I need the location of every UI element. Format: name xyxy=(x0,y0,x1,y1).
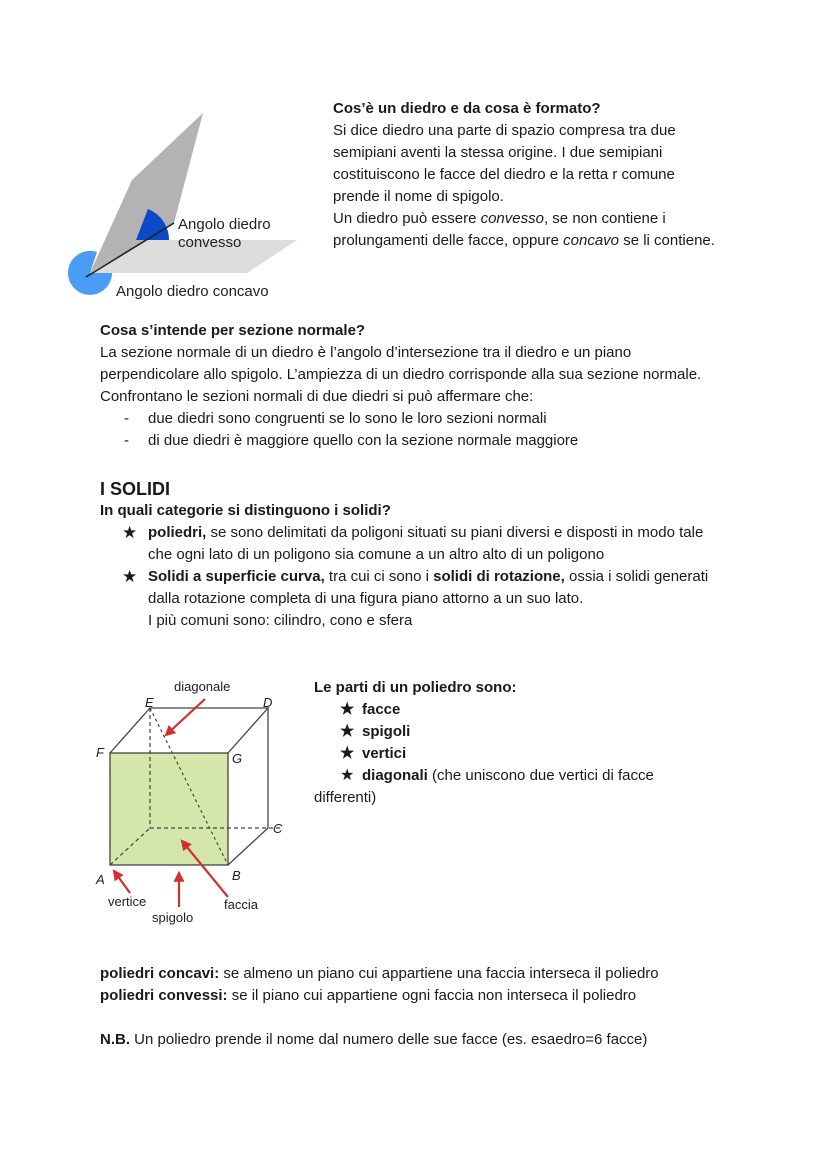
item2-bold: Solidi a superficie curva, xyxy=(148,568,325,585)
star-marker: ★ xyxy=(340,745,355,762)
star-marker: ★ xyxy=(122,567,138,586)
item1-bold: poliedri, xyxy=(148,524,207,541)
p2-convex: convesso xyxy=(480,210,544,227)
p2-concave: concavo xyxy=(563,232,620,249)
label-faccia: faccia xyxy=(224,897,258,912)
solids-block xyxy=(100,478,720,632)
item1-text: se sono delimitati da poligoni situati su piani diversi e disposti in modo tale che ogni lato di un poligono sia comune a un altro alto di un poligono xyxy=(148,524,704,563)
dihedral-question: Cos’è un diedro e da cosa è formato? xyxy=(333,100,601,117)
dihedral-paragraph2 xyxy=(333,208,723,252)
part-diagonali-line xyxy=(314,765,714,809)
label-convex-line2: convesso xyxy=(178,234,242,251)
part-vertici: vertici xyxy=(362,745,407,762)
list-item xyxy=(100,408,710,430)
label-convex-line1: Angolo diedro xyxy=(178,216,271,233)
list-item xyxy=(314,721,714,743)
star-marker: ★ xyxy=(340,701,355,718)
part-diagonali-bold: diagonali xyxy=(362,767,428,784)
list-item xyxy=(100,522,720,566)
item2-text1: tra cui ci sono i xyxy=(324,568,434,585)
note-block xyxy=(100,1029,740,1051)
item2-text2: ossia i solidi generati dalla rotazione completa di una figura piano attorno a un suo lato. xyxy=(148,568,709,607)
vertex-c-label: C xyxy=(273,821,283,836)
convex-definition xyxy=(100,985,740,1007)
convex-bold: poliedri convessi: xyxy=(100,987,228,1004)
list-item xyxy=(314,743,714,765)
normal-section-question: Cosa s’intende per sezione normale? xyxy=(100,322,366,339)
label-concave: Angolo diedro concavo xyxy=(116,283,269,300)
label-vertice: vertice xyxy=(108,894,147,909)
p2-end: se li contiene. xyxy=(619,232,715,249)
normal-section-bullets xyxy=(100,408,710,452)
note-text: Un poliedro prende il nome dal numero delle sue facce (es. esaedro=6 facce) xyxy=(130,1031,648,1048)
star-marker: ★ xyxy=(122,523,138,542)
polyhedron-parts-list xyxy=(314,699,714,765)
solids-list xyxy=(100,522,720,632)
concave-text: se almeno un piano cui appartiene una faccia interseca il poliedro xyxy=(219,965,659,982)
star-marker: ★ xyxy=(340,723,355,740)
solids-question: In quali categorie si distinguono i solidi? xyxy=(100,502,391,519)
list-item xyxy=(100,566,720,632)
solids-title: I SOLIDI xyxy=(100,479,171,499)
normal-section-block xyxy=(100,320,710,452)
concave-convex-block xyxy=(100,963,740,1007)
p2-middle: , se non contiene i prolungamenti delle facce, oppure xyxy=(333,210,666,249)
vertex-f-label: F xyxy=(96,745,104,760)
star-marker: ★ xyxy=(340,767,355,784)
note-line xyxy=(100,1029,740,1051)
convex-text: se il piano cui appartiene ogni faccia non interseca il poliedro xyxy=(227,987,637,1004)
polyhedron-parts-title: Le parti di un poliedro sono: xyxy=(314,679,517,696)
vertex-g-label: G xyxy=(232,751,243,766)
part-facce: facce xyxy=(362,701,401,718)
bullet-text: di due diedri è maggiore quello con la sezione normale maggiore xyxy=(148,432,579,449)
part-spigoli: spigoli xyxy=(362,723,411,740)
vertex-d-label: D xyxy=(263,695,273,710)
dihedral-paragraph1: Si dice diedro una parte di spazio compresa tra due semipiani aventi la stessa origine. I due semipiani costituiscono le facce del diedro e la retta r comune prende il nome di spigolo. xyxy=(333,122,676,205)
label-diagonale: diagonale xyxy=(174,679,231,694)
note-bold: N.B. xyxy=(100,1031,130,1048)
label-spigolo: spigolo xyxy=(152,910,194,925)
dash-marker: - xyxy=(124,432,129,449)
cube-figure xyxy=(92,675,302,930)
list-item xyxy=(100,430,710,452)
bullet-text: due diedri sono congruenti se lo sono le loro sezioni normali xyxy=(148,410,547,427)
normal-section-paragraph: La sezione normale di un diedro è l’angolo d’intersezione tra il diedro e un piano perpendicolare allo spigolo. L’ampiezza di un diedro corrisponde alla sua sezione normale. Confrontano le sezioni normali di due diedri si può affermare che: xyxy=(100,344,702,405)
part-diagonali-text: (che uniscono due vertici di facce differenti) xyxy=(314,767,654,806)
dihedral-text-block xyxy=(333,98,723,252)
polyhedron-parts-block xyxy=(314,677,714,809)
concave-definition xyxy=(100,963,740,985)
vertex-b-label: B xyxy=(232,868,241,883)
item2-bold2: solidi di rotazione, xyxy=(433,568,565,585)
list-item xyxy=(314,699,714,721)
vertex-a-label: A xyxy=(96,872,105,887)
dihedral-figure xyxy=(62,110,312,305)
arrow-diagonale xyxy=(166,699,205,735)
bottom-right-edge xyxy=(228,828,268,865)
p2-start: Un diedro può essere xyxy=(333,210,481,227)
vertex-e-label: E xyxy=(145,695,154,710)
concave-bold: poliedri concavi: xyxy=(100,965,220,982)
item2-text3: I più comuni sono: cilindro, cono e sfera xyxy=(148,612,413,629)
arrow-vertice xyxy=(114,871,130,893)
dash-marker: - xyxy=(124,410,129,427)
